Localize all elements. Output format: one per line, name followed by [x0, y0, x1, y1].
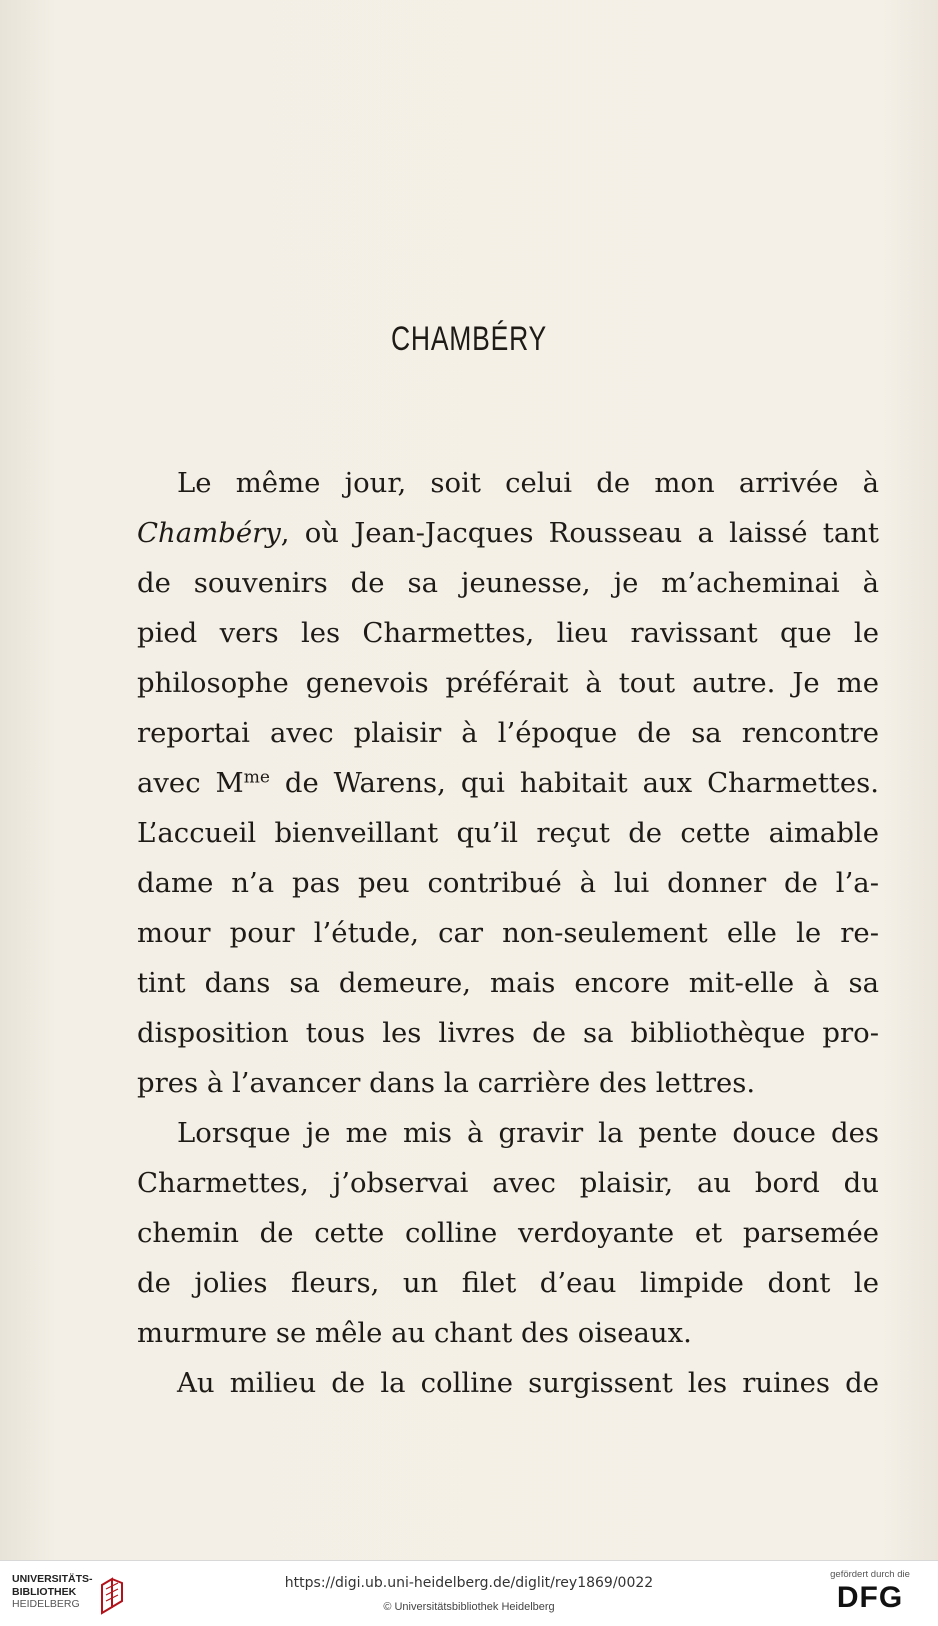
text-line [137, 1258, 879, 1308]
text-line [137, 908, 879, 958]
text-line [137, 658, 879, 708]
text-line [137, 1008, 879, 1058]
text-line [137, 858, 879, 908]
library-logo-line-3: HEIDELBERG [12, 1598, 80, 1610]
line-text: Le même jour, soit celui de mon arrivée à [177, 467, 879, 499]
chapter-heading: CHAMBÉRY [390, 320, 548, 358]
text-line [137, 1208, 879, 1258]
body-text [137, 458, 879, 1408]
library-logo-line-1: UNIVERSITÄTS- [12, 1573, 93, 1585]
library-logo-line-2: BIBLIOTHEK [12, 1585, 77, 1598]
line-text: reportai avec plaisir à l’époque de sa rencontre [137, 717, 879, 749]
text-line [137, 958, 879, 1008]
text-line [137, 808, 879, 858]
line-text: philosophe genevois préférait à tout autre. Je me [137, 667, 879, 699]
text-line [137, 758, 879, 808]
text-line [137, 458, 879, 508]
dfg-wordmark: DFG [836, 1581, 904, 1614]
line-text: pres à l’avancer dans la carrière des lettres. [137, 1067, 756, 1099]
line-text: de jolies fleurs, un filet d’eau limpide dont le [137, 1267, 879, 1299]
viewer-footer [0, 1560, 938, 1626]
dfg-sponsor-text: gefördert durch die [830, 1569, 910, 1580]
text-line [137, 608, 879, 658]
line-text: murmure se mêle au chant des oiseaux. [137, 1317, 692, 1349]
line-text: dame n’a pas peu contribué à lui donner de l’a- [137, 867, 879, 899]
superscript-abbrev: me [243, 767, 270, 788]
line-text: L’accueil bienveillant qu’il reçut de cette aimable [137, 817, 879, 849]
line-text: disposition tous les livres de sa bibliothèque pro- [137, 1017, 879, 1049]
line-text: Lorsque je me mis à gravir la pente douce des [177, 1117, 879, 1149]
line-text: mour pour l’étude, car non-seulement elle le re- [137, 917, 879, 949]
italic-place-name: Chambéry [137, 517, 281, 549]
line-text: tint dans sa demeure, mais encore mit-elle à sa [137, 967, 879, 999]
line-text: pied vers les Charmettes, lieu ravissant que le [137, 617, 879, 649]
text-line [137, 508, 879, 558]
line-text: de souvenirs de sa jeunesse, je m’acheminai à [137, 567, 879, 599]
line-text: de Warens, qui habitait aux Charmettes. [269, 767, 879, 799]
text-line [137, 1108, 879, 1158]
line-text: Charmettes, j’observai avec plaisir, au bord du [137, 1167, 879, 1199]
permalink-url[interactable]: https://digi.ub.uni-heidelberg.de/diglit/rey1869/0022 [284, 1575, 654, 1591]
text-line [137, 1058, 879, 1108]
line-text: Au milieu de la colline surgissent les ruines de [177, 1367, 879, 1399]
text-line [137, 1308, 879, 1358]
text-line [137, 1358, 879, 1408]
line-text: chemin de cette colline verdoyante et parsemée [137, 1217, 879, 1249]
copyright-notice: © Universitätsbibliothek Heidelberg [383, 1601, 555, 1613]
text-line [137, 558, 879, 608]
text-line [137, 1158, 879, 1208]
text-line [137, 708, 879, 758]
line-text-prefix: avec M [137, 767, 244, 799]
line-text: , où Jean-Jacques Rousseau a laissé tant [280, 517, 879, 549]
dfg-logo[interactable] [820, 1569, 920, 1621]
